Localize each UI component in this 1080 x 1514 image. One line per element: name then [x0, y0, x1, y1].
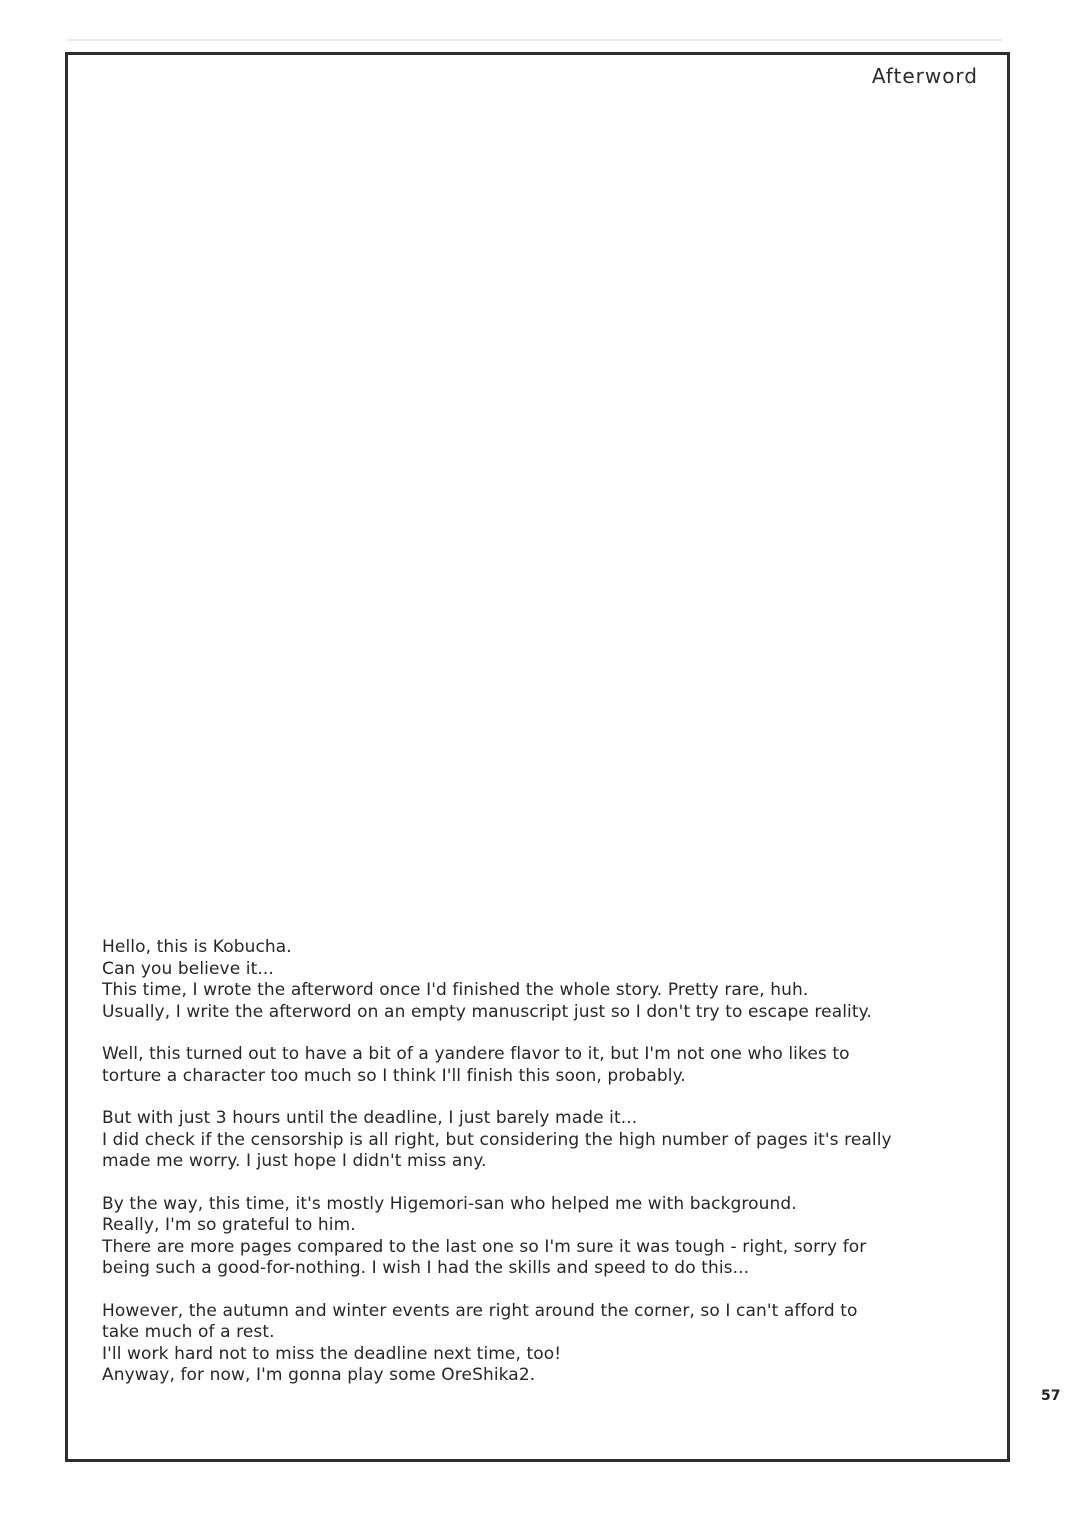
page-frame [65, 52, 1010, 1462]
text-line: This time, I wrote the afterword once I'd finished the whole story. Pretty rare, huh. [102, 980, 809, 1000]
text-line: By the way, this time, it's mostly Higemori-san who helped me with background. [102, 1193, 797, 1214]
text-line: However, the autumn and winter events are right around the corner, so I can't afford to [102, 1300, 858, 1321]
text-line: take much of a rest. [102, 1322, 275, 1342]
afterword-text-block [102, 937, 1004, 1387]
text-line: I did check if the censorship is all right, but considering the high number of pages it's really [102, 1129, 892, 1150]
paragraph [102, 1044, 1004, 1087]
text-line: Anyway, for now, I'm gonna play some OreShika2. [102, 1365, 536, 1385]
text-line: I'll work hard not to miss the deadline next time, too! [102, 1343, 562, 1364]
text-line: torture a character too much so I think I'll finish this soon, probably. [102, 1065, 686, 1086]
text-line: made me worry. I just hope I didn't miss any. [102, 1151, 487, 1171]
scan-artifact-line [68, 39, 1002, 41]
paragraph [102, 937, 1004, 1023]
text-line: Well, this turned out to have a bit of a yandere flavor to it, but I'm not one who likes to [102, 1044, 850, 1064]
text-line: There are more pages compared to the last one so I'm sure it was tough - right, sorry for [102, 1236, 867, 1257]
paragraph [102, 1301, 1004, 1387]
text-line: Can you believe it... [102, 958, 274, 979]
text-line: Usually, I write the afterword on an empty manuscript just so I don't try to escape reality. [102, 1001, 872, 1022]
text-line: being such a good-for-nothing. I wish I had the skills and speed to do this... [102, 1258, 750, 1278]
text-line: Hello, this is Kobucha. [102, 937, 292, 957]
page-title: Afterword [871, 64, 978, 88]
text-line: But with just 3 hours until the deadline, I just barely made it... [102, 1108, 638, 1128]
paragraph [102, 1194, 1004, 1280]
paragraph [102, 1108, 1004, 1173]
text-line: Really, I'm so grateful to him. [102, 1215, 356, 1235]
page-number: 57 [1041, 1388, 1061, 1404]
